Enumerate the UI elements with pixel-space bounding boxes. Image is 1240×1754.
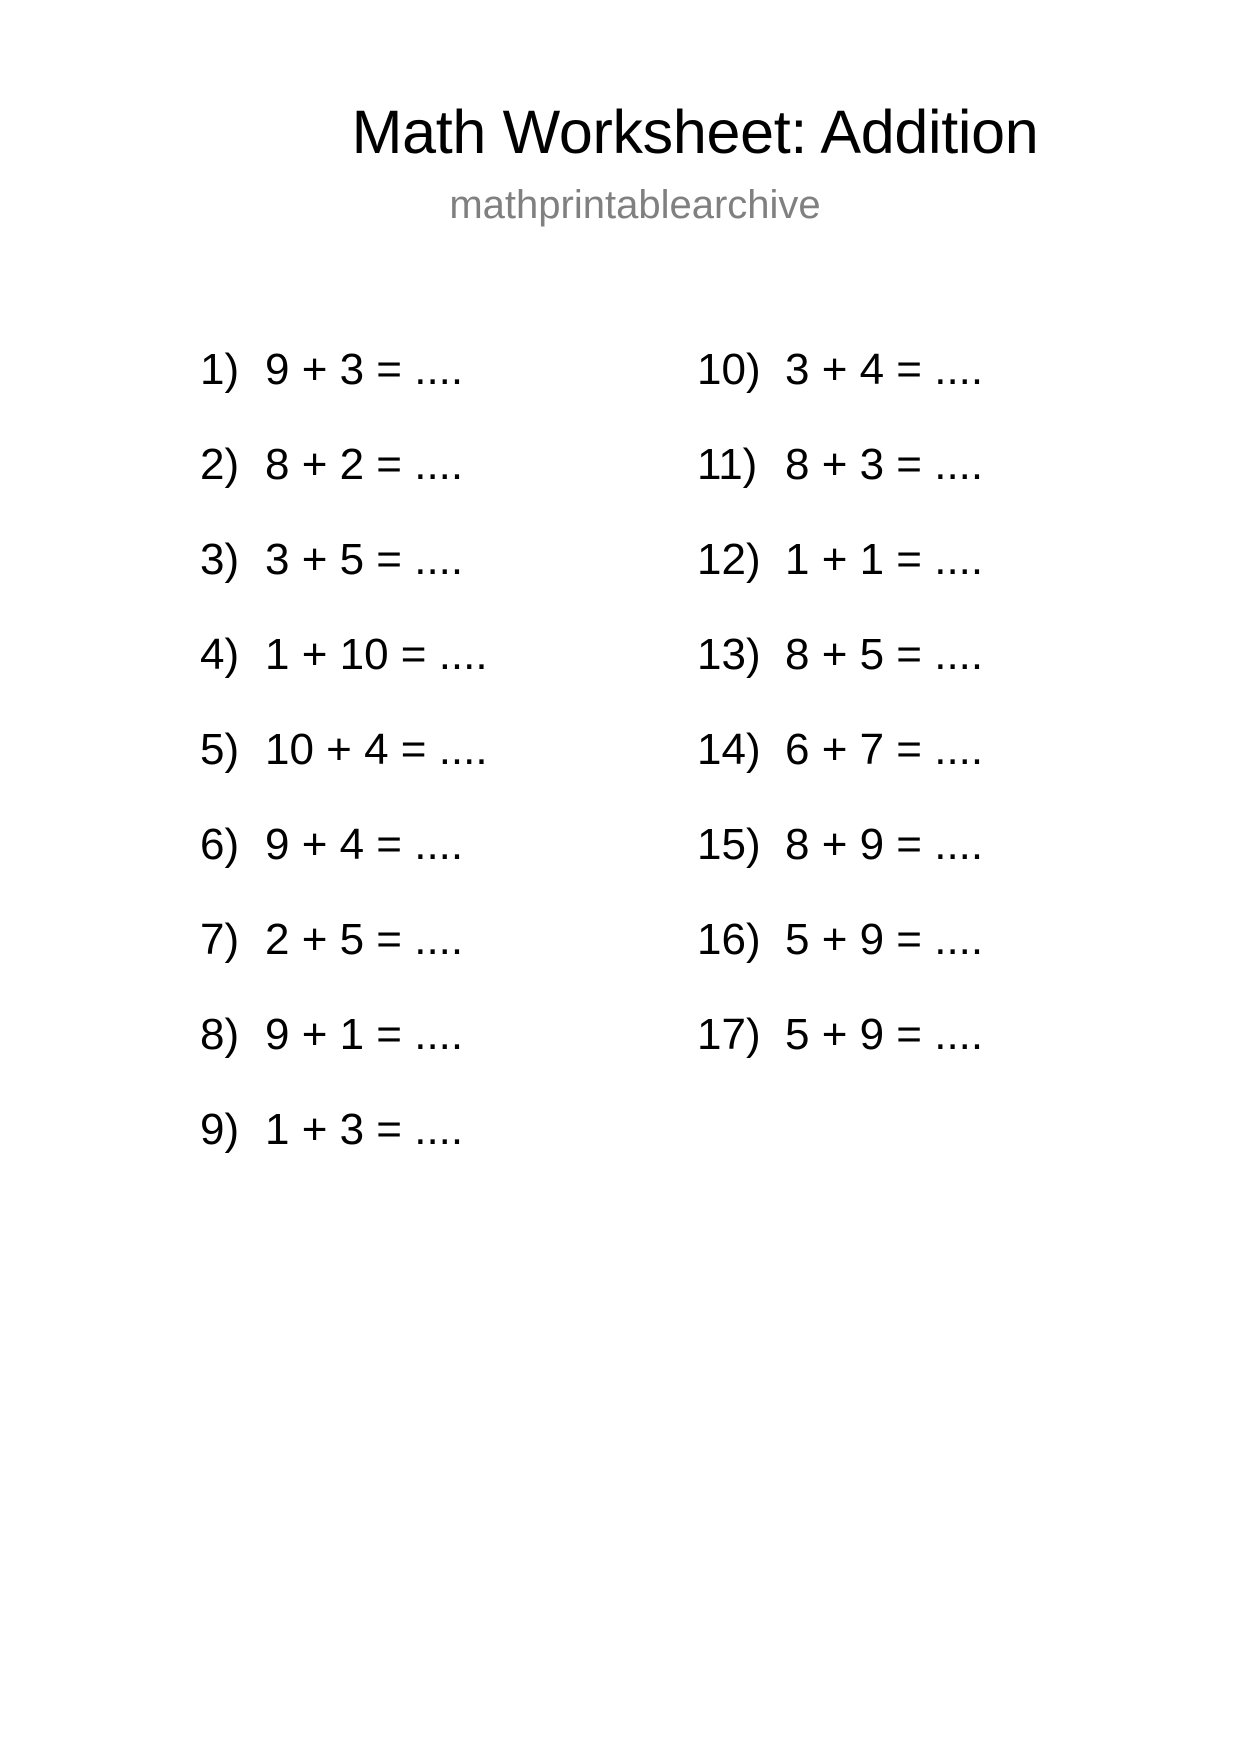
problem-expression: 9 + 1 = .... — [265, 1010, 464, 1059]
problem-expression: 8 + 5 = .... — [785, 630, 984, 679]
problem-item — [697, 1009, 983, 1104]
problem-number: 4) — [200, 630, 240, 679]
problem-expression: 8 + 2 = .... — [265, 440, 464, 489]
problem-expression: 1 + 1 = .... — [785, 535, 984, 584]
problem-number: 16) — [697, 915, 761, 964]
problem-item — [697, 629, 983, 724]
problem-expression: 10 + 4 = .... — [265, 725, 488, 774]
problem-number: 13) — [697, 630, 761, 679]
problem-expression: 8 + 9 = .... — [785, 820, 984, 869]
problem-expression: 1 + 3 = .... — [265, 1105, 464, 1154]
problem-item — [200, 1009, 488, 1104]
problem-number: 6) — [200, 820, 240, 869]
page-subtitle: mathprintablearchive — [449, 183, 821, 227]
problem-expression: 5 + 9 = .... — [785, 1010, 984, 1059]
problem-number: 1) — [200, 345, 240, 394]
problem-item — [200, 439, 488, 534]
problem-number: 17) — [697, 1010, 761, 1059]
problem-expression: 3 + 4 = .... — [785, 345, 984, 394]
problem-item — [697, 344, 983, 439]
problem-number: 7) — [200, 915, 240, 964]
problem-item — [200, 914, 488, 1009]
page-title: Math Worksheet: Addition — [351, 98, 1039, 166]
problem-item — [697, 534, 983, 629]
problem-item — [200, 534, 488, 629]
problem-expression: 3 + 5 = .... — [265, 535, 464, 584]
problem-number: 14) — [697, 725, 761, 774]
problem-item — [697, 439, 983, 534]
problems-left-column — [200, 344, 488, 1199]
problem-number: 15) — [697, 820, 761, 869]
problem-expression: 6 + 7 = .... — [785, 725, 984, 774]
problem-expression: 2 + 5 = .... — [265, 915, 464, 964]
problem-number: 2) — [200, 440, 240, 489]
problem-item — [200, 629, 488, 724]
problem-expression: 9 + 4 = .... — [265, 820, 464, 869]
problem-number: 8) — [200, 1010, 240, 1059]
problem-expression: 8 + 3 = .... — [785, 440, 984, 489]
problem-number: 9) — [200, 1105, 240, 1154]
problem-expression: 5 + 9 = .... — [785, 915, 984, 964]
problem-number: 3) — [200, 535, 240, 584]
problems-right-column — [697, 344, 983, 1104]
problem-number: 11) — [697, 440, 758, 489]
problem-item — [200, 819, 488, 914]
problem-item — [200, 344, 488, 439]
problem-expression: 9 + 3 = .... — [265, 345, 464, 394]
problem-item — [697, 914, 983, 1009]
problem-number: 12) — [697, 535, 761, 584]
problem-expression: 1 + 10 = .... — [265, 630, 488, 679]
problem-item — [697, 819, 983, 914]
problem-item — [697, 724, 983, 819]
problem-item — [200, 724, 488, 819]
problem-number: 10) — [697, 345, 761, 394]
problem-number: 5) — [200, 725, 240, 774]
problem-item — [200, 1104, 488, 1199]
